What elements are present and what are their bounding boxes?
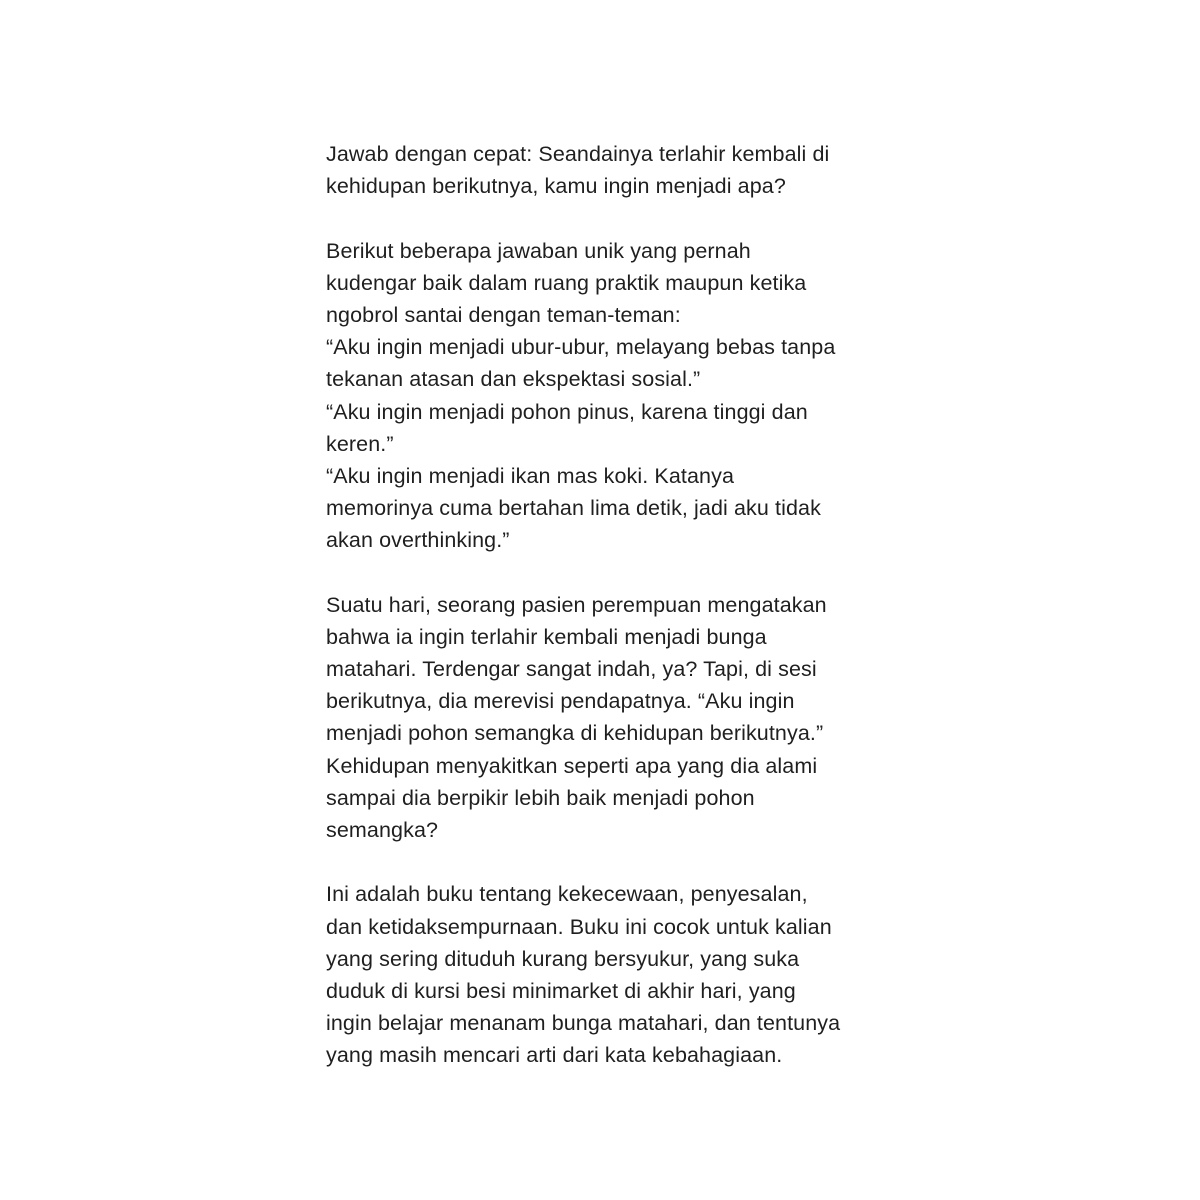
text-line: ingin belajar menanam bunga matahari, dan tentunya (326, 1011, 841, 1036)
text-line: tekanan atasan dan ekspektasi sosial.” (326, 367, 701, 392)
text-line: berikutnya, dia merevisi pendapatnya. “Aku ingin (326, 689, 795, 714)
paragraph-question (326, 138, 886, 202)
text-line: dan ketidaksempurnaan. Buku ini cocok untuk kalian (326, 914, 832, 939)
text-line: semangka? (326, 817, 439, 842)
text-line: memorinya cuma bertahan lima detik, jadi aku tidak (326, 496, 821, 521)
paragraph-spacer (326, 202, 886, 234)
text-line: yang sering dituduh kurang bersyukur, yang suka (326, 946, 800, 971)
text-line: Ini adalah buku tentang kekecewaan, penyesalan, (326, 882, 808, 907)
text-body (326, 138, 886, 1071)
text-line: ngobrol santai dengan teman-teman: (326, 302, 681, 327)
text-line: yang masih mencari arti dari kata kebahagiaan. (326, 1043, 783, 1068)
text-line: kehidupan berikutnya, kamu ingin menjadi apa? (326, 174, 786, 199)
paragraph-answers (326, 235, 886, 557)
text-line: duduk di kursi besi minimarket di akhir hari, yang (326, 978, 796, 1003)
text-line: Berikut beberapa jawaban unik yang pernah (326, 238, 751, 263)
text-line: bahwa ia ingin terlahir kembali menjadi bunga (326, 624, 767, 649)
text-line: menjadi pohon semangka di kehidupan berikutnya.” (326, 721, 824, 746)
text-line: kudengar baik dalam ruang praktik maupun ketika (326, 270, 807, 295)
text-line: sampai dia berpikir lebih baik menjadi pohon (326, 785, 755, 810)
paragraph-book-description (326, 878, 886, 1071)
paragraph-patient-story (326, 589, 886, 847)
text-line: akan overthinking.” (326, 528, 510, 553)
text-line: “Aku ingin menjadi pohon pinus, karena tinggi dan (326, 399, 808, 424)
text-line: “Aku ingin menjadi ikan mas koki. Katanya (326, 463, 735, 488)
text-line: “Aku ingin menjadi ubur-ubur, melayang bebas tanpa (326, 335, 836, 360)
text-line: Kehidupan menyakitkan seperti apa yang dia alami (326, 753, 818, 778)
paragraph-spacer (326, 846, 886, 878)
text-line: matahari. Terdengar sangat indah, ya? Tapi, di sesi (326, 657, 817, 681)
text-line: Suatu hari, seorang pasien perempuan mengatakan (326, 592, 827, 617)
text-line: Jawab dengan cepat: Seandainya terlahir kembali di (326, 142, 830, 166)
paragraph-spacer (326, 556, 886, 588)
text-line: keren.” (326, 431, 394, 456)
